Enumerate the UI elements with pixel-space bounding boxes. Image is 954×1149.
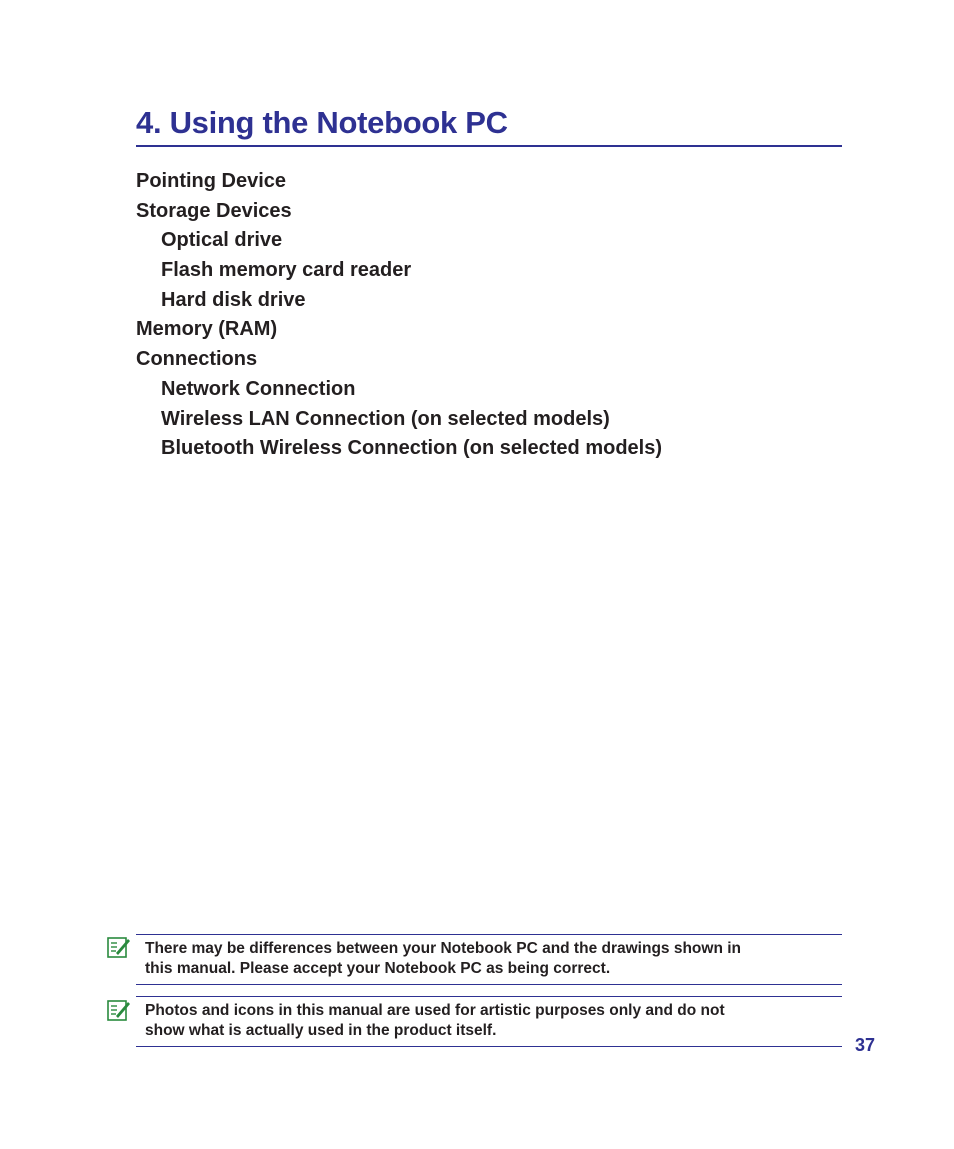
note-pad-icon — [106, 935, 131, 960]
note-bottom-rule — [136, 984, 842, 985]
toc-item-connections[interactable]: Connections — [136, 348, 258, 371]
toc-item-flash-memory-card-reader[interactable]: Flash memory card reader — [161, 259, 412, 282]
toc-item-hard-disk-drive[interactable]: Hard disk drive — [161, 288, 306, 311]
note-line: show what is actually used in the product itself. — [145, 1022, 497, 1039]
toc-item-wireless-lan[interactable]: Wireless LAN Connection (on selected models) — [161, 407, 610, 430]
note-text — [145, 939, 825, 979]
section-contents-list — [136, 167, 662, 464]
toc-item-bluetooth[interactable]: Bluetooth Wireless Connection (on selected models) — [161, 437, 662, 460]
toc-item-optical-drive[interactable]: Optical drive — [161, 229, 283, 252]
note-line: There may be differences between your Notebook PC and the drawings shown in — [145, 940, 742, 957]
toc-item-network-connection[interactable]: Network Connection — [161, 377, 356, 400]
note-top-rule — [136, 934, 842, 935]
note-top-rule — [136, 996, 842, 997]
toc-item-pointing-device[interactable]: Pointing Device — [136, 170, 287, 192]
note-line: Photos and icons in this manual are used for artistic purposes only and do not — [145, 1002, 725, 1019]
note-pad-icon — [106, 998, 131, 1023]
note-text — [145, 1001, 825, 1041]
page-number: 37 — [855, 1035, 876, 1055]
toc-item-memory[interactable]: Memory (RAM) — [136, 318, 278, 341]
note-bottom-rule — [136, 1046, 842, 1047]
toc-item-storage-devices[interactable]: Storage Devices — [136, 199, 292, 222]
note-line: this manual. Please accept your Notebook PC as being correct. — [145, 960, 611, 977]
page-title: 4. Using the Notebook PC — [136, 105, 508, 140]
title-underline — [136, 145, 842, 147]
